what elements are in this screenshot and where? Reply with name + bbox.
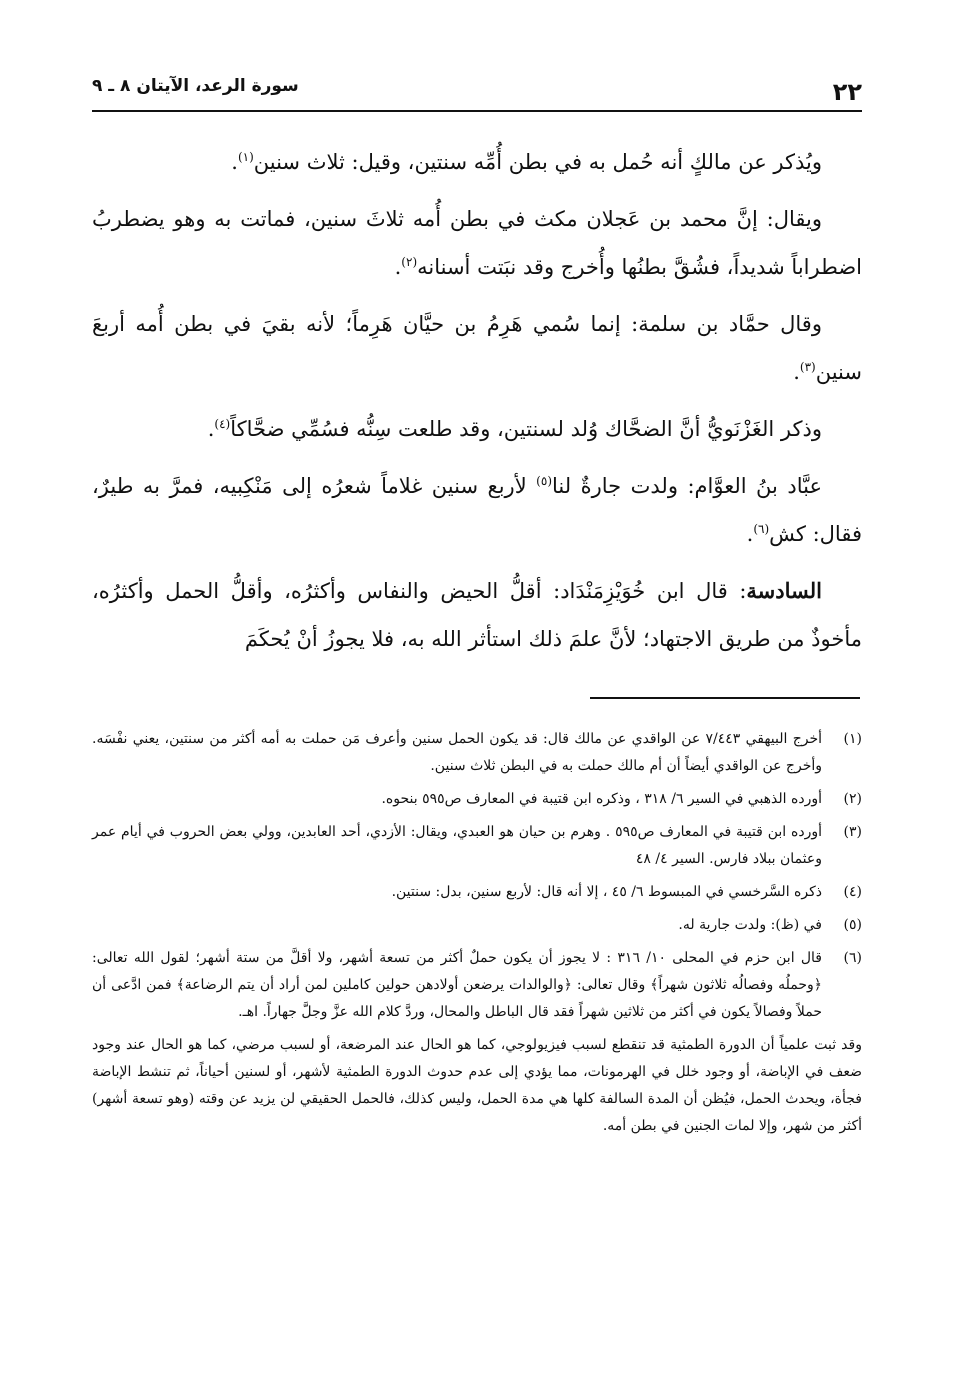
paragraph-text: ويُذكر عن مالكٍ أنه حُمل به في بطن أُمِّه سنتين، وقيل: ثلاث سنين (253, 150, 822, 174)
footnote-number: (٢) (843, 791, 862, 807)
footnote-text: في (ظ): ولدت جارية له. (678, 917, 822, 933)
footnote-separator (590, 697, 860, 699)
paragraph-end: . (746, 522, 754, 546)
footnote-text: أورده ابن قتيبة في المعارف ص٥٩٥ . وهرم بن حيان هو العبدي، ويقال: الأزدي، أحد العابدين، وولي بعض الحروب في أيام عمر وعثمان ببلاد فارس. السير ٤/ ٤٨ (92, 824, 822, 867)
paragraph-text: لأربع سنين غلاماً شعرُه إلى مَنْكِبيه، فمرَّ به طيرٌ، فقال: كش (92, 474, 862, 546)
footnote-text: أورده الذهبي في السير ٦/ ٣١٨ ، وذكره ابن قتيبة في المعارف ص٥٩٥ بنحوه. (381, 791, 822, 807)
header-rule (92, 110, 862, 112)
footnote-number: (٤) (843, 884, 862, 900)
paragraph-end: . (231, 150, 238, 174)
footnotes (92, 726, 862, 1140)
paragraph-text: وقال حمَّاد بن سلمة: إنما سُمي هَرِمُ بن حيَّان هَرِماً؛ لأنه بقيَ في بطن أُمه أربعَ سنين (92, 312, 862, 384)
footnote-ref: (١) (237, 150, 254, 164)
footnote-ref: (٣) (799, 360, 816, 374)
footnote-number: (٥) (843, 917, 862, 933)
paragraph-text: عبَّاد بنُ العوَّام: ولدت جارةٌ لنا (552, 474, 822, 498)
paragraph-text: ويقال: إنَّ محمد بن عَجلان مكث في بطن أُمه ثلاثَ سنين، فماتت به وهو يضطربُ اضطراباً شديداً، فشُقَّ بطنُها وأُخرج وقد نبَتت أسنانه (92, 207, 862, 279)
paragraph (92, 567, 862, 663)
section-label: السادسة (746, 578, 822, 603)
paragraph-end: . (793, 360, 800, 384)
footnote-text: قال ابن حزم في المحلى ١٠/ ٣١٦ : لا يجوز أن يكون حملٌ أكثر من تسعة أشهر، ولا أقلَّ من ستة أشهر؛ لقول الله تعالى: ﴿وحملُه وفصالُه ثلاثون شهراً﴾ وقال تعالى: ﴿والوالدات يرضعن أولادهن حولين كاملين لمن أراد أن يتم الرضاعة﴾ فمن ادَّعى أن حملاً وفصالاً يكون في أكثر من ثلاثين شهراً فقد قال الباطل والمحال، وردَّ كلام الله عزَّ وجلَّ جهاراً. اهـ. (92, 950, 822, 1020)
footnote (92, 879, 862, 906)
footnote-continuation: وقد ثبت علمياً أن الدورة الطمثية قد تنقطع لسبب فيزيولوجي، كما هو الحال عند المرضعة، أو لسبب مرضي، كما هو الحال عند وجود ضعف في الإباضة، أو وجود خلل في الهرمونات، مما يؤدي إلى عدم حدوث الدورة الطمثية لأشهر، أو لسنين أحياناً، ثم تنشط الإباضة فجأة، ويحدث الحمل، فيُظن أن المدة السالفة كلها هي مدة الحمل، وليس كذلك، فالحمل الحقيقي لن يزيد عن وقته (وهو تسعة أشهر) أكثر من شهر، وإلا لمات الجنين في بطن أمه. (92, 1037, 862, 1134)
paragraph (92, 300, 862, 396)
page-header (92, 72, 862, 110)
footnote (92, 945, 862, 1026)
paragraph-text: وذكر الغَزْنَويُّ أنَّ الضحَّاك وُلد لسنتين، وقد طلعت سِنُّه فسُمِّي ضحَّاكاً (230, 417, 822, 441)
paragraph (92, 405, 862, 453)
footnote (92, 726, 862, 780)
footnote-ref: (٥) (536, 474, 552, 488)
footnote-ref: (٦) (753, 522, 770, 536)
footnote (92, 786, 862, 813)
running-title: سورة الرعد، الآيتان ٨ ـ ٩ (92, 76, 299, 96)
footnote (92, 819, 862, 873)
footnote-text: ذكره السَّرخسي في المبسوط ٦/ ٤٥ ، إلا أنه قال: لأربع سنين، بدل: سنتين. (391, 884, 822, 900)
footnote-text: أخرج البيهقي ٧/٤٤٣ عن الواقدي عن مالك قال: قد يكون الحمل سنين وأعرف مَن حملت به أمه أكثر من سنتين، يعني نفْسَه. وأخرج عن الواقدي أيضاً أن أم مالك حملت به في البطن ثلاث سنين. (92, 731, 822, 774)
footnote (92, 912, 862, 939)
paragraph (92, 138, 862, 186)
footnote-ref: (٢) (401, 255, 418, 269)
paragraph-text: : قال ابن خُوَيْزِمَنْدَاد: أقلُّ الحيض والنفاس وأكثرُه، وأقلُّ الحمل وأكثرُه، مأخوذٌ من طريق الاجتهاد؛ لأنَّ علمَ ذلك استأثر الله به، فلا يجوزُ أنْ يُحكَمَ (92, 579, 862, 651)
footnote-number: (٣) (843, 824, 862, 840)
paragraph-end: . (394, 255, 402, 279)
main-text (92, 138, 862, 663)
paragraph (92, 462, 862, 558)
footnote-number: (٦) (843, 950, 862, 966)
footnote-number: (١) (843, 731, 862, 747)
page-number: ٢٢ (832, 78, 862, 106)
paragraph-end: . (207, 417, 215, 441)
paragraph (92, 195, 862, 291)
footnote-ref: (٤) (214, 417, 231, 431)
